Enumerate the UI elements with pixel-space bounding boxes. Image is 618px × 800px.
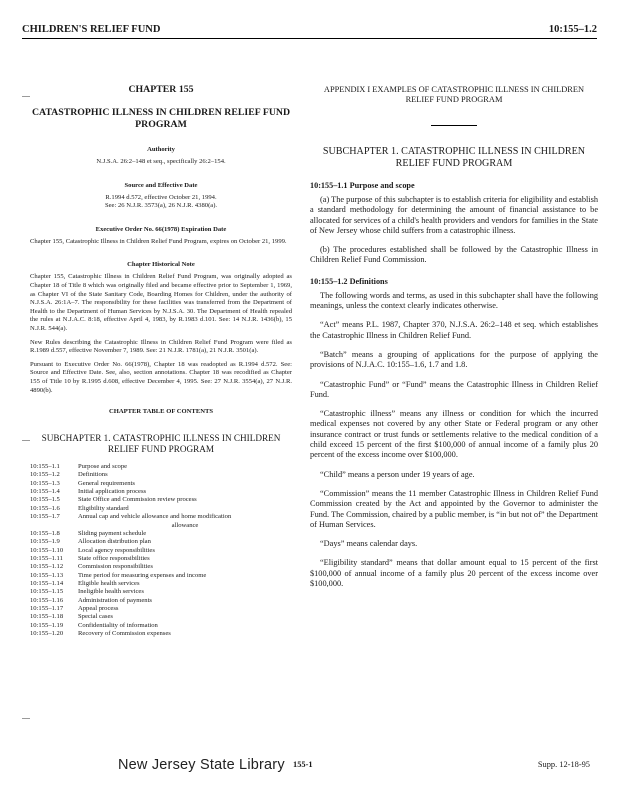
- body-paragraph: “Child” means a person under 19 years of age.: [320, 469, 475, 479]
- toc-entry-number: 10:155–1.13: [30, 571, 64, 579]
- body-paragraph: The following words and terms, as used in this subchapter shall have the following meanings, unless the context clearly indicates otherwise.: [310, 290, 598, 311]
- toc-entry-title: Special cases: [78, 613, 113, 621]
- subchapter-title: SUBCHAPTER 1. CATASTROPHIC ILLNESS IN CHILDREN RELIEF FUND PROGRAM: [322, 146, 586, 169]
- toc-entry-number: 10:155–1.5: [30, 496, 60, 504]
- toc-subchapter: SUBCHAPTER 1. CATASTROPHIC ILLNESS IN CHILDREN RELIEF FUND PROGRAM: [41, 433, 281, 455]
- toc-entry-number: 10:155–1.10: [30, 546, 64, 554]
- scan-mark: [22, 96, 30, 97]
- toc-entry-title: General requirements: [78, 479, 135, 487]
- table-of-contents: [30, 463, 292, 638]
- authority-heading: Authority: [147, 146, 175, 153]
- eo-block: [30, 238, 292, 247]
- history-heading: Chapter Historical Note: [127, 261, 195, 269]
- header-section-number: 10:155–1.2: [548, 24, 597, 35]
- toc-entry-number: 10:155–1.9: [30, 538, 60, 546]
- toc-entry: [30, 538, 292, 546]
- body-paragraph: “Catastrophic Fund” or “Fund” means the Catastrophic Illness in Children Relief Fund.: [310, 379, 598, 399]
- section-heading-1-1: 10:155–1.1 Purpose and scope: [310, 181, 415, 190]
- source-line-1: R.1994 d.572, effective October 21, 1994.: [105, 193, 217, 201]
- toc-entry-title: Annual cap and vehicle allowance and home modification: [78, 513, 232, 521]
- toc-entry: [30, 622, 292, 630]
- body-paragraph: (b) The procedures established shall be followed by the Catastrophic Illness in Children Relief Fund Commission.: [310, 245, 598, 265]
- toc-entry-title: Local agency responsibilities: [78, 546, 155, 554]
- section-body-1-2: [310, 291, 598, 590]
- eo-heading: Executive Order No. 66(1978) Expiration Date: [95, 225, 227, 233]
- chapter-title: CATASTROPHIC ILLNESS IN CHILDREN RELIEF FUND PROGRAM: [31, 107, 291, 130]
- toc-entry-title: Appeal process: [78, 604, 119, 612]
- toc-entry-title: Administration of payments: [78, 596, 152, 604]
- toc-entry-number: 10:155–1.1: [30, 463, 60, 471]
- appendix-title: APPENDIX I EXAMPLES OF CATASTROPHIC ILLNESS IN CHILDREN RELIEF FUND PROGRAM: [323, 85, 585, 104]
- authority-text: N.J.S.A. 26:2–148 et seq., specifically 26:2–154.: [96, 158, 226, 165]
- toc-entry: [30, 505, 292, 513]
- toc-entry-number: 10:155–1.4: [30, 488, 60, 496]
- source-heading: Source and Effective Date: [124, 181, 198, 189]
- running-header: [22, 22, 597, 39]
- toc-entry-number: 10:155–1.16: [30, 596, 64, 604]
- chapter-number: CHAPTER 155: [128, 84, 194, 95]
- toc-entry-number: 10:155–1.7: [30, 513, 60, 521]
- body-paragraph: “Batch” means a grouping of applications for the purpose of applying the provisions of N.J.A.C. 10:155–1.6, 1.7 and 1.8.: [310, 349, 598, 370]
- divider: [431, 125, 477, 126]
- toc-entry-number: 10:155–1.3: [30, 479, 60, 487]
- history-paragraph: Chapter 155, Catastrophic Illness in Children Relief Fund Program, was originally adopted as Chapter 18 of Title 8 which was originally filed and became effective prior to September 1, 1969, as Chapter VI of the State Sanitary Code, Boarding Homes for Children, under the authority of N.J.S.A. 26:1A–7. The responsibility for these facilities was transferred from the Department of Health to the Department of Human Services by N.J.S.A. 30. The Department of Health repealed the rules at N.J.A.C. 8:18, effective April 4, 1983, by R.1983 d.101. See: 14 N.J.R. 1436(b), 15 N.J.R. 544(a).: [30, 273, 292, 332]
- section-body-1-1: [310, 195, 598, 266]
- history-block: [30, 273, 292, 395]
- toc-entry: [30, 496, 292, 504]
- section-heading-1-2: 10:155–1.2 Definitions: [310, 276, 388, 286]
- toc-entry: [30, 613, 292, 621]
- scan-mark: [22, 718, 30, 719]
- toc-entry-title: Commission responsibilities: [78, 563, 153, 571]
- toc-entry-number: 10:155–1.19: [30, 621, 64, 629]
- supplement-date: Supp. 12-18-95: [537, 760, 590, 769]
- history-paragraph: Pursuant to Executive Order No. 66(1978), Chapter 18 was readopted as R.1994 d.572. See: Source and Effective Date. See, also, section annotations. Chapter 18 was recodified as Chapter 155 of Title 10 by R.1995 d.608, effective December 4, 1995. See: 27 N.J.R. 3554(a), 27 N.J.R. 4890(b).: [30, 360, 292, 394]
- toc-entry: [30, 480, 292, 488]
- toc-entry-title: Ineligible health services: [78, 588, 144, 596]
- toc-entry-title: Allocation distribution plan: [78, 538, 151, 546]
- eo-text: Chapter 155, Catastrophic Illness in Children Relief Fund Program, expires on October 21, 1999.: [30, 237, 287, 245]
- body-paragraph: (a) The purpose of this subchapter is to establish criteria for eligibility and establish a standard methodology for determining the amount of financial assistance to be allocated for services of a child's health providers and vendors for families in the State of New Jersey whose child suffers from a catastrophic illness.: [310, 195, 598, 235]
- toc-entry-number: 10:155–1.2: [30, 471, 60, 479]
- toc-entry-number: 10:155–1.15: [30, 588, 64, 596]
- toc-entry: [30, 463, 292, 471]
- body-paragraph: “Commission” means the 11 member Catastrophic Illness in Children Relief Fund Commission created by the Act and appointed by the Governor to administer the Fund. The Commission, chaired by a public member, is “in but not of” the Department of Human Services.: [310, 488, 598, 529]
- toc-entry: [30, 580, 292, 588]
- library-stamp: New Jersey State Library: [118, 757, 285, 773]
- header-title: CHILDREN'S RELIEF FUND: [22, 24, 161, 35]
- body-paragraph: “Days” means calendar days.: [320, 539, 418, 549]
- toc-entry-number: 10:155–1.14: [30, 579, 64, 587]
- page-number: 155-1: [293, 760, 313, 769]
- toc-entry-title: Eligible health services: [78, 579, 140, 587]
- toc-entry-title: Time period for measuring expenses and income: [78, 571, 207, 579]
- body-paragraph: “Eligibility standard” means that dollar amount equal to 15 percent of the first $100,000 of annual income of a family plus 20 percent of the excess income over $100,000.: [310, 558, 598, 589]
- left-column: [30, 76, 292, 638]
- toc-entry-title: Eligibility standard: [78, 504, 129, 512]
- toc-entry: [30, 605, 292, 613]
- toc-entry-number: 10:155–1.18: [30, 613, 64, 621]
- toc-entry-title: State office responsibilities: [78, 554, 150, 562]
- toc-entry-title: Initial application process: [78, 488, 147, 496]
- toc-entry-title: Sliding payment schedule: [78, 529, 147, 537]
- source-line-2: See: 26 N.J.R. 3573(a), 26 N.J.R. 4380(a).: [104, 202, 218, 210]
- history-paragraph: New Rules describing the Catastrophic Illness in Children Relief Fund Program were filed as R.1989 d.557, effective November 7, 1989. See: 21 N.J.R. 1781(a), 21 N.J.R. 3501(a).: [30, 338, 292, 355]
- toc-entry-title: Purpose and scope: [78, 463, 128, 471]
- body-paragraph: “Act” means P.L. 1987, Chapter 370, N.J.S.A. 26:2–148 et seq. which establishes the Catastrophic Illness in Children Relief Fund.: [310, 320, 598, 340]
- toc-entry: [30, 572, 292, 580]
- toc-entry: [30, 488, 292, 496]
- toc-entry: [30, 547, 292, 555]
- toc-entry: [30, 630, 292, 638]
- toc-entry-title: State Office and Commission review process: [78, 496, 197, 504]
- toc-entry-title: Definitions: [78, 471, 108, 479]
- toc-heading: CHAPTER TABLE OF CONTENTS: [108, 408, 214, 416]
- toc-entry: [30, 530, 292, 538]
- toc-entry: [30, 563, 292, 571]
- toc-entry-title: Recovery of Commission expenses: [78, 629, 171, 637]
- toc-entry-title: Confidentiality of information: [78, 621, 158, 629]
- toc-entry-number: 10:155–1.17: [30, 604, 64, 612]
- toc-entry: [30, 471, 292, 479]
- toc-entry-number: 10:155–1.12: [30, 563, 64, 571]
- toc-entry: [30, 597, 292, 605]
- toc-entry: [30, 588, 292, 596]
- toc-entry-number: 10:155–1.8: [30, 529, 60, 537]
- toc-entry-number: 10:155–1.11: [30, 554, 63, 562]
- toc-entry: [30, 513, 292, 521]
- toc-entry-number: 10:155–1.20: [30, 629, 64, 637]
- toc-entry-continuation: allowance: [171, 521, 199, 529]
- body-paragraph: “Catastrophic illness” means any illness or condition for which the incurred medical expenses not covered by any other State or Federal program or any other insurance contract or trust funds or settlements relative to the medical condition of a child exceed 15 percent of the first $100,000 of annual income of a family plus 20 percent of the excess income over $100,000.: [310, 409, 598, 460]
- right-column: [310, 76, 598, 598]
- toc-entry: [30, 555, 292, 563]
- scan-mark: [22, 440, 30, 441]
- toc-entry-number: 10:155–1.6: [30, 504, 60, 512]
